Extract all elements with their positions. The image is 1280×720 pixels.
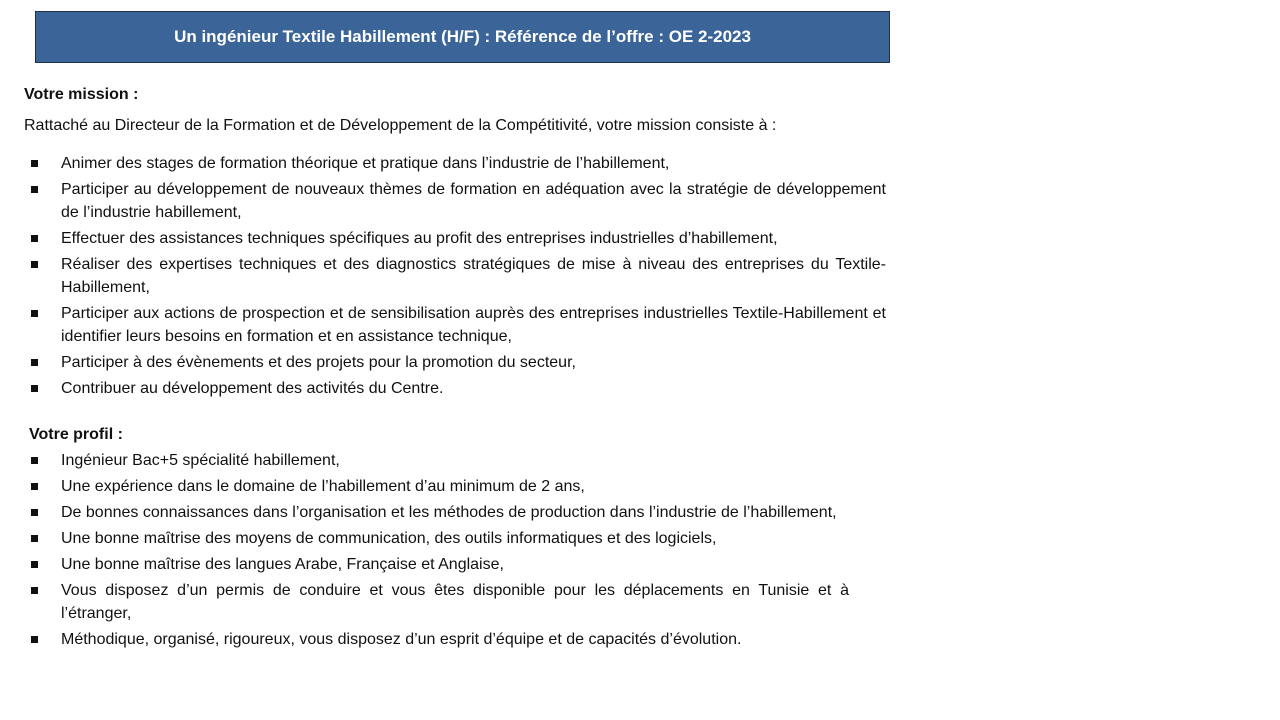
list-item: Participer aux actions de prospection et de sensibilisation auprès des entreprises industrielles Textile-Habillement et identifier leurs besoins en formation et en assistance technique,	[0, 302, 886, 348]
list-item: Réaliser des expertises techniques et des diagnostics stratégiques de mise à niveau des entreprises du Textile-Habillement,	[0, 253, 886, 299]
mission-intro: Rattaché au Directeur de la Formation et de Développement de la Compétitivité, votre mission consiste à :	[24, 117, 777, 134]
offer-title: Un ingénieur Textile Habillement (H/F) : Référence de l’offre : OE 2-2023	[174, 27, 751, 46]
bullet-square-icon	[31, 261, 38, 268]
bullet-square-icon	[31, 561, 38, 568]
bullet-square-icon	[31, 160, 38, 167]
bullet-square-icon	[31, 385, 38, 392]
list-item: Méthodique, organisé, rigoureux, vous disposez d’un esprit d’équipe et de capacités d’évolution.	[0, 628, 849, 651]
bullet-square-icon	[31, 509, 38, 516]
list-item: Effectuer des assistances techniques spécifiques au profit des entreprises industrielles d’habillement,	[0, 227, 886, 250]
bullet-square-icon	[31, 235, 38, 242]
list-item: Une bonne maîtrise des moyens de communication, des outils informatiques et des logiciels,	[0, 527, 849, 550]
list-item: Animer des stages de formation théorique et pratique dans l’industrie de l’habillement,	[0, 152, 886, 175]
mission-heading: Votre mission :	[24, 86, 139, 103]
bullet-square-icon	[31, 587, 38, 594]
list-item: Une expérience dans le domaine de l’habillement d’au minimum de 2 ans,	[0, 475, 849, 498]
bullet-square-icon	[31, 535, 38, 542]
bullet-square-icon	[31, 186, 38, 193]
bullet-square-icon	[31, 310, 38, 317]
bullet-square-icon	[31, 457, 38, 464]
mission-list	[0, 152, 886, 403]
list-item: Contribuer au développement des activités du Centre.	[0, 377, 886, 400]
offer-title-banner	[35, 11, 890, 63]
list-item: Ingénieur Bac+5 spécialité habillement,	[0, 449, 849, 472]
list-item: Participer à des évènements et des projets pour la promotion du secteur,	[0, 351, 886, 374]
bullet-square-icon	[31, 359, 38, 366]
list-item: Participer au développement de nouveaux thèmes de formation en adéquation avec la stratégie de développement de l’industrie habillement,	[0, 178, 886, 224]
profile-list	[0, 449, 849, 654]
profile-heading: Votre profil :	[29, 426, 123, 443]
list-item: Une bonne maîtrise des langues Arabe, Française et Anglaise,	[0, 553, 849, 576]
bullet-square-icon	[31, 483, 38, 490]
list-item: Vous disposez d’un permis de conduire et vous êtes disponible pour les déplacements en Tunisie et à l’étranger,	[0, 579, 849, 625]
bullet-square-icon	[31, 636, 38, 643]
list-item: De bonnes connaissances dans l’organisation et les méthodes de production dans l’industrie de l’habillement,	[0, 501, 849, 524]
